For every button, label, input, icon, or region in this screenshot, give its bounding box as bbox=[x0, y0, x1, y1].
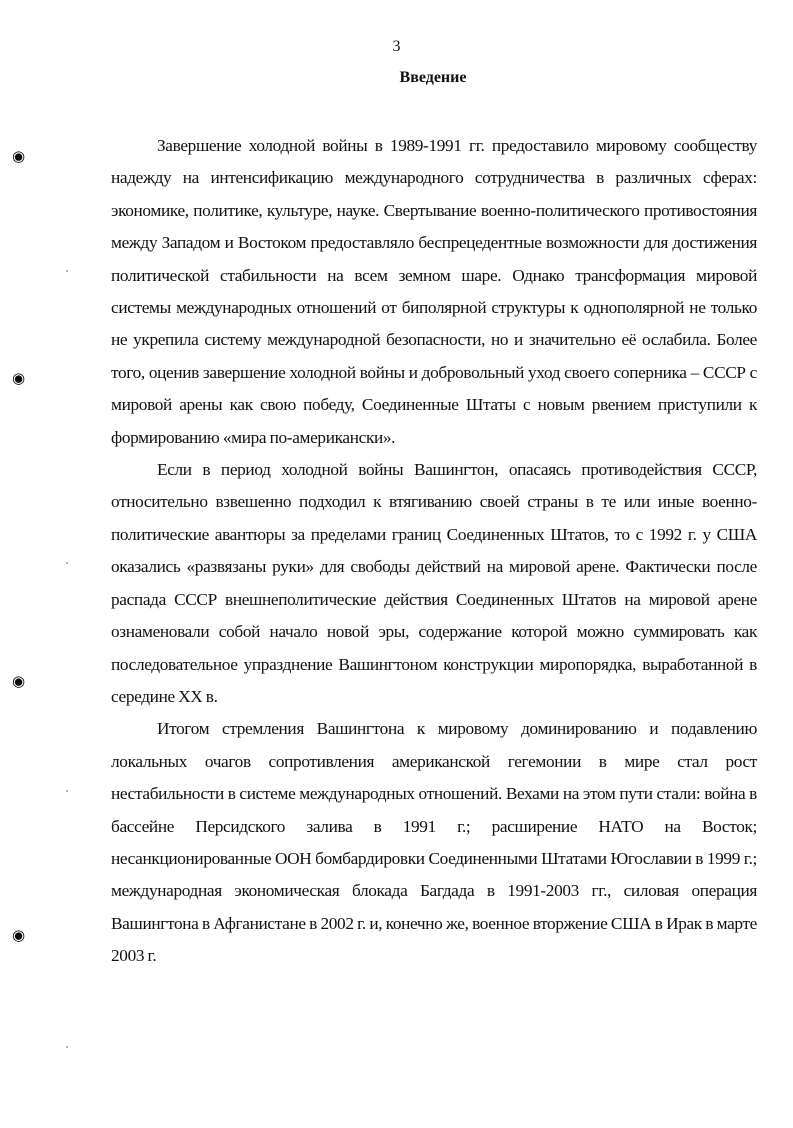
binding-hole-mark-icon: ◉ bbox=[12, 928, 26, 944]
binding-hole-mark-icon: ◉ bbox=[12, 149, 26, 165]
page-title: Введение bbox=[399, 69, 467, 86]
page-number: 3 bbox=[392, 38, 401, 55]
paragraph-3: Итогом стремления Вашингтона к мировому доминированию и подавлению локальных очагов сопротивления американской гегемонии в мире стал рост нестабильности в системе международных отношений. Вехами на этом пути стали: война в бассейне Персидского залива в 1991 г.; расширение НАТО на Восток; несанкционированные ООН бомбардировки Соединенными Штатами Югославии в 1999 г.; международная экономическая блокада Багдада в 1991-2003 гг., силовая операция Вашингтона в Афганистане в 2002 г. и, конечно же, военное вторжение США в Ирак в марте 2003 г. bbox=[111, 719, 757, 966]
paragraph-1: Завершение холодной войны в 1989-1991 гг. предоставило мировому сообществу надежду на интенсификацию международного сотрудничества в различных сферах: экономике, политике, культуре, науке. Свертывание военно-политического противостояния между Западом и Востоком предоставляло беспрецедентные возможности для достижения политической стабильности на всем земном шаре. Однако трансформация мировой системы международных отношений от биполярной структуры к однополярной не только не укрепила систему международной безопасности, но и значительно её ослабила. Более того, оценив завершение холодной войны и добровольный уход своего соперника – СССР с мировой арены как свою победу, Соединенные Штаты с новым рвением приступили к формированию «мира по-американски». bbox=[111, 136, 757, 447]
binding-hole-mark-icon: ◉ bbox=[12, 674, 26, 690]
paragraph-2: Если в период холодной войны Вашингтон, опасаясь противодействия СССР, относительно взвешенно подходил к втягиванию своей страны в те или иные военно-политические авантюры за пределами границ Соединенных Штатов, то с 1992 г. у США оказались «развязаны руки» для свободы действий на мировой арене. Фактически после распада СССР внешнеполитические действия Соединенных Штатов на мировой арене ознаменовали собой начало новой эры, содержание которой можно суммировать как последовательное упразднение Вашингтоном конструкции миропорядка, выработанной в середине XX в. bbox=[111, 460, 757, 706]
body-text bbox=[111, 130, 757, 973]
binding-hole-mark-icon: ◉ bbox=[12, 371, 26, 387]
scan-speck bbox=[66, 270, 68, 272]
scan-speck bbox=[66, 790, 68, 792]
scan-speck bbox=[66, 1046, 68, 1048]
scan-speck bbox=[66, 562, 68, 564]
